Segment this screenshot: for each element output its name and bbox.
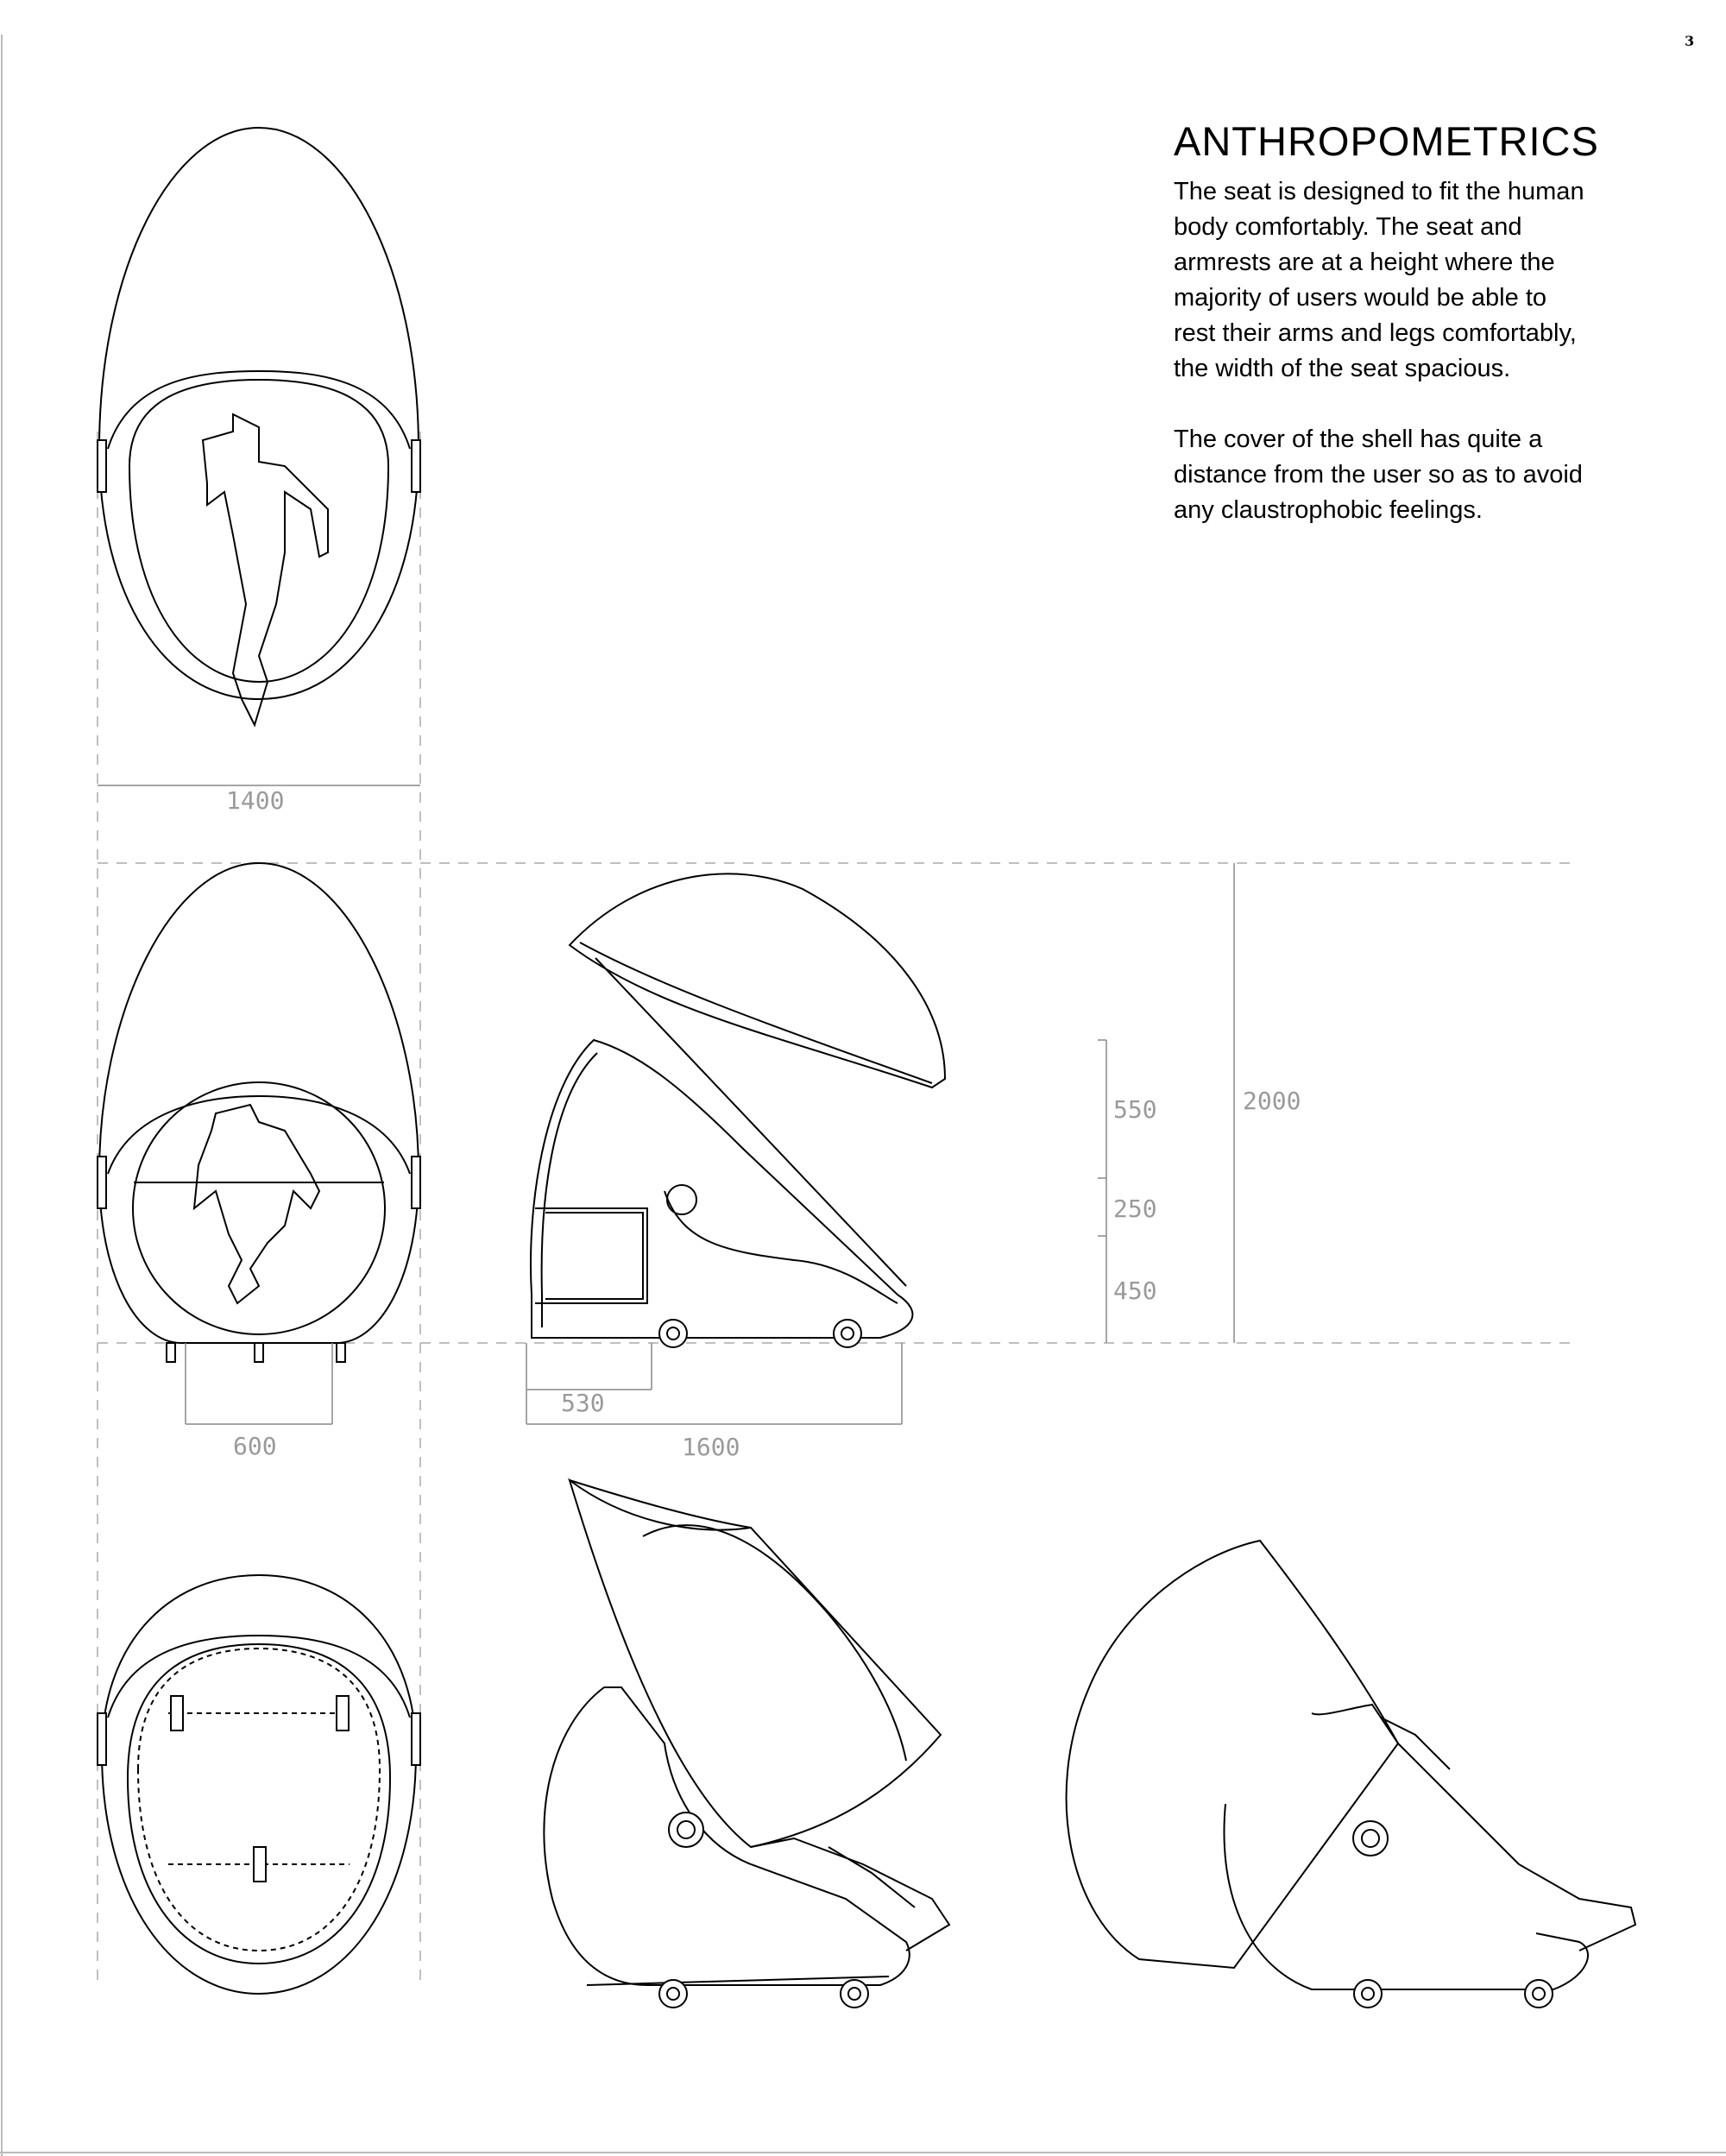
paragraph-cover: The cover of the shell has quite a distance from the user so as to avoid any claustrophobic feelings.	[1174, 425, 1583, 524]
dim-label-250: 250	[1113, 1195, 1157, 1223]
page-number: 3	[1685, 33, 1695, 49]
dim-side	[526, 1343, 902, 1461]
bottom-view	[98, 1575, 420, 1994]
human-figure-top-icon	[203, 414, 328, 725]
dim-label-1600: 1600	[682, 1433, 740, 1461]
dim-label-550: 550	[1113, 1095, 1157, 1124]
perspective-open	[544, 1480, 949, 2008]
dim-label-2000: 2000	[1243, 1087, 1301, 1115]
dim-label-1400: 1400	[226, 786, 285, 815]
dim-label-450: 450	[1113, 1277, 1157, 1305]
dim-heights	[1098, 863, 1301, 1343]
human-figure-front-icon	[194, 1105, 319, 1303]
perspective-closed	[1067, 1541, 1635, 2008]
paragraph-seat: The seat is designed to fit the human body comfortably. The seat and armrests are at a height where the majority of users would be able to rest their arms and legs comfortably, the width of the seat spacious.	[1174, 177, 1584, 382]
top-view	[98, 128, 420, 725]
front-view	[98, 863, 420, 1362]
side-view	[531, 873, 945, 1347]
dim-top-width	[98, 785, 420, 815]
dim-label-600: 600	[233, 1432, 277, 1460]
dim-label-530: 530	[561, 1389, 605, 1417]
page-title: ANTHROPOMETRICS	[1174, 118, 1599, 164]
